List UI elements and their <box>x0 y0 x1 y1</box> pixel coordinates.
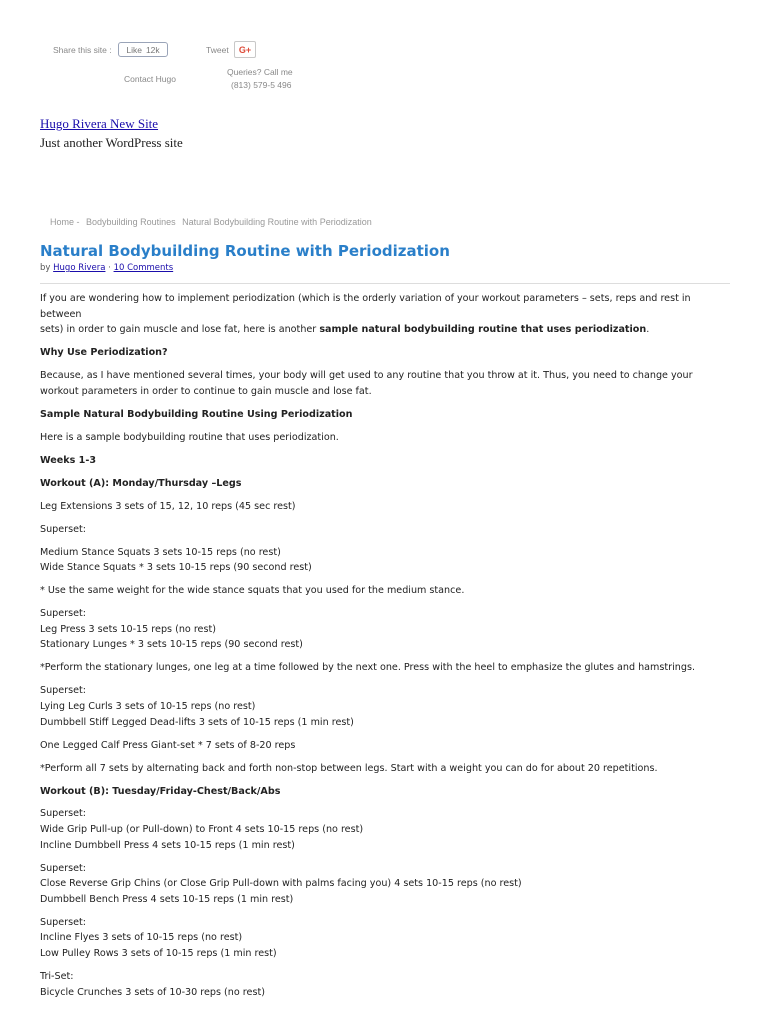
site-title-link[interactable]: Hugo Rivera New Site <box>40 116 159 131</box>
by-label: by <box>40 263 51 273</box>
article-body <box>40 291 730 1008</box>
triset-label: Tri-Set: <box>40 971 74 982</box>
breadcrumb-current: Natural Bodybuilding Routine with Periodization <box>182 217 372 227</box>
breadcrumb-category[interactable]: Bodybuilding Routines <box>86 217 176 227</box>
site-description: Just another WordPress site <box>40 135 183 150</box>
workout-a-heading: Workout (A): Monday/Thursday –Legs <box>40 477 242 489</box>
exercise-group <box>40 606 730 653</box>
breadcrumb <box>50 217 376 227</box>
why-paragraph: Because, as I have mentioned several times, your body will get used to any routine that you throw at it. Thus, you need to change your workout parameters in order to continue to gain muscle and lose fat. <box>40 370 693 397</box>
share-label: Share this site : <box>53 45 112 55</box>
exercise-group <box>40 861 730 908</box>
close-grip-chins: Close Reverse Grip Chins (or Close Grip Pull-down with palms facing you) 4 sets 10-15 reps (no rest) <box>40 878 522 890</box>
superset-label: Superset: <box>40 685 87 697</box>
contact-link[interactable]: Contact Hugo <box>124 74 176 84</box>
incline-flyes: Incline Flyes 3 sets of 10-15 reps (no rest) <box>40 932 243 944</box>
low-pulley-rows: Low Pulley Rows 3 sets of 10-15 reps (1 min rest) <box>40 948 277 960</box>
intro-line-1: If you are wondering how to implement periodization (which is the orderly variation of your workout parameters – sets, reps and rest in between <box>40 293 691 320</box>
calf-press: One Legged Calf Press Giant-set * 7 sets of 8-20 reps <box>40 739 296 751</box>
calf-note: *Perform all 7 sets by alternating back and forth non-stop between legs. Start with a weight you can do for about 20 repetitions. <box>40 762 658 774</box>
exercise-group <box>40 915 730 962</box>
squats-note: * Use the same weight for the wide stance squats that you used for the medium stance. <box>40 585 465 597</box>
leg-curls: Lying Leg Curls 3 sets of 10-15 reps (no rest) <box>40 700 256 712</box>
medium-squats: Medium Stance Squats 3 sets 10-15 reps (no rest) <box>40 546 281 558</box>
exercise-group <box>40 969 730 1000</box>
comments-link[interactable]: 10 Comments <box>113 263 174 273</box>
like-count: 12k <box>145 44 160 55</box>
author-link[interactable]: Hugo Rivera <box>53 263 106 273</box>
superset-label: Superset: <box>40 523 87 535</box>
superset-label: Superset: <box>40 916 87 928</box>
workout-b-heading: Workout (B): Tuesday/Friday-Chest/Back/Abs <box>40 785 281 797</box>
wide-grip-pullup: Wide Grip Pull-up (or Pull-down) to Front 4 sets 10-15 reps (no rest) <box>40 824 364 836</box>
breadcrumb-home[interactable]: Home - <box>50 217 80 227</box>
dumbbell-bench-press: Dumbbell Bench Press 4 sets 10-15 reps (1 min rest) <box>40 893 294 905</box>
exercise-group <box>40 545 730 576</box>
stiff-deadlifts: Dumbbell Stiff Legged Dead-lifts 3 sets of 10-15 reps (1 min rest) <box>40 716 354 728</box>
like-label: Like <box>126 44 142 55</box>
tweet-button[interactable]: Tweet <box>206 45 229 55</box>
leg-press: Leg Press 3 sets 10-15 reps (no rest) <box>40 623 216 635</box>
byline-separator: · <box>108 263 111 273</box>
exercise-group <box>40 806 730 853</box>
byline <box>40 263 173 273</box>
sample-paragraph: Here is a sample bodybuilding routine that uses periodization. <box>40 431 339 443</box>
google-plus-button[interactable]: G+ <box>234 41 256 58</box>
sample-heading: Sample Natural Bodybuilding Routine Using Periodization <box>40 408 353 420</box>
facebook-like-button[interactable] <box>118 42 168 57</box>
intro-line-2: sets) in order to gain muscle and lose fat, here is another <box>40 324 317 336</box>
queries-label: Queries? Call me <box>227 67 293 77</box>
stationary-lunges: Stationary Lunges * 3 sets 10-15 reps (90 second rest) <box>40 639 303 651</box>
wide-squats: Wide Stance Squats * 3 sets 10-15 reps (90 second rest) <box>40 562 312 574</box>
page-title: Natural Bodybuilding Routine with Periodization <box>40 242 450 260</box>
exercise-group <box>40 683 730 730</box>
leg-extensions: Leg Extensions 3 sets of 15, 12, 10 reps (45 sec rest) <box>40 500 296 512</box>
weeks-heading: Weeks 1-3 <box>40 454 97 466</box>
superset-label: Superset: <box>40 608 87 620</box>
divider <box>40 283 730 284</box>
intro-bold: sample natural bodybuilding routine that uses periodization <box>319 324 647 336</box>
superset-label: Superset: <box>40 808 87 820</box>
superset-label: Superset: <box>40 862 87 874</box>
phone-number[interactable]: (813) 579-5 496 <box>231 80 292 90</box>
lunges-note: *Perform the stationary lunges, one leg at a time followed by the next one. Press with the heel to emphasize the glutes and hamstrings. <box>40 662 695 674</box>
intro-paragraph <box>40 291 730 338</box>
intro-end: . <box>646 324 650 336</box>
incline-dumbbell-press: Incline Dumbbell Press 4 sets 10-15 reps (1 min rest) <box>40 839 295 851</box>
bicycle-crunches: Bicycle Crunches 3 sets of 10-30 reps (no rest) <box>40 986 265 998</box>
why-heading: Why Use Periodization? <box>40 347 168 359</box>
